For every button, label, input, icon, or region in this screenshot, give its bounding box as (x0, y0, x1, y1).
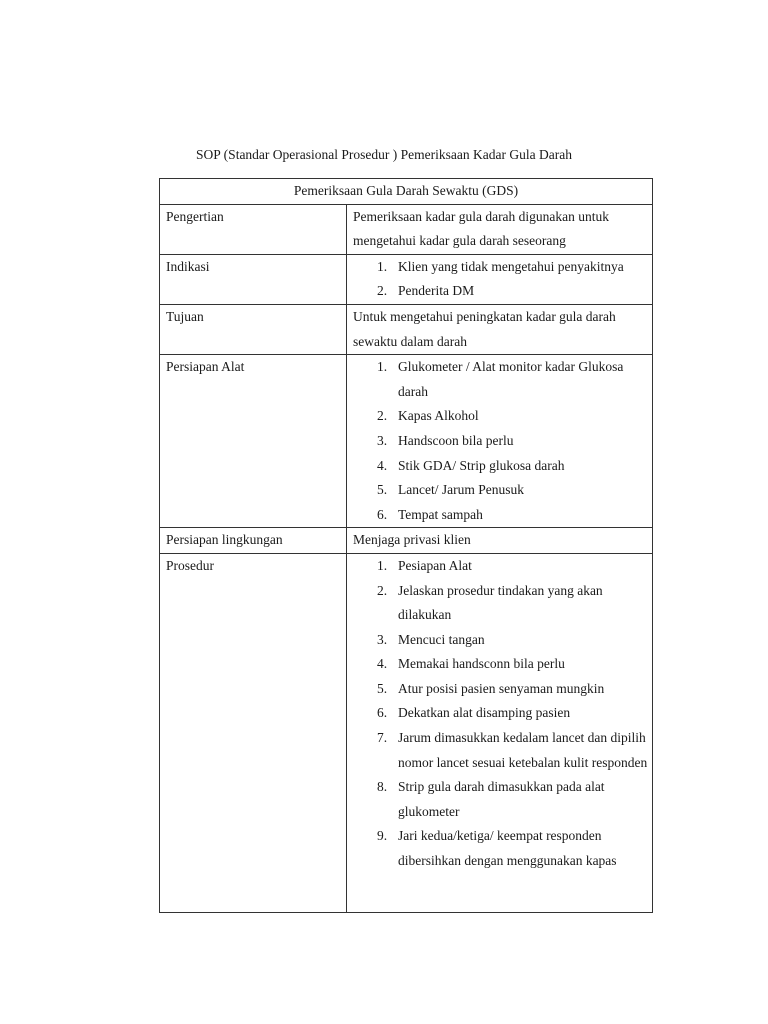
list-item-text: Stik GDA/ Strip glukosa darah (398, 457, 565, 473)
table-header: Pemeriksaan Gula Darah Sewaktu (GDS) (160, 179, 653, 205)
list-item (353, 701, 652, 726)
list-item-text: Klien yang tidak mengetahui penyakitnya (398, 258, 624, 274)
list-item-text: Kapas Alkohol (398, 408, 479, 424)
list-item-number: 4. (377, 457, 388, 473)
list-item-number: 5. (377, 680, 388, 696)
list-item (353, 824, 652, 873)
list-item-text: Mencuci tangan (398, 631, 485, 647)
list-item-number: 1. (377, 557, 388, 573)
row-prosedur (160, 553, 653, 912)
list-item-number: 4. (377, 656, 388, 672)
row-tujuan (160, 304, 653, 354)
list-item-number: 1. (377, 258, 388, 274)
table-header-row (160, 179, 653, 205)
list-item (353, 726, 652, 775)
list-item-text: Handscoon bila perlu (398, 432, 514, 448)
list-item-text: Jari kedua/ketiga/ keempat responden dibersihkan dengan menggunakan kapas (398, 828, 617, 869)
list-item (353, 652, 652, 677)
list-item (353, 279, 652, 304)
value-pengertian: Pemeriksaan kadar gula darah digunakan untuk mengetahui kadar gula darah seseorang (353, 208, 610, 249)
list-item-number: 3. (377, 432, 388, 448)
list-item-number: 2. (377, 582, 388, 598)
list-item-text: Jelaskan prosedur tindakan yang akan dilakukan (398, 582, 603, 623)
label-persiapan-alat: Persiapan Alat (160, 355, 347, 528)
list-item-text: Glukometer / Alat monitor kadar Glukosa darah (398, 359, 624, 399)
list-item-text: Dekatkan alat disamping pasien (398, 705, 571, 721)
list-item-number: 2. (377, 283, 388, 299)
row-pengertian (160, 204, 653, 254)
list-item (353, 503, 652, 528)
list-item-text: Atur posisi pasien senyaman mungkin (398, 680, 605, 696)
list-item (353, 478, 652, 503)
label-indikasi: Indikasi (160, 254, 347, 304)
list-item-number: 2. (377, 408, 388, 424)
list-item-text: Jarum dimasukkan kedalam lancet dan dipilih nomor lancet sesuai ketebalan kulit responden (398, 730, 648, 770)
list-item (353, 404, 652, 429)
list-item-text: Tempat sampah (398, 506, 483, 522)
list-item-text: Strip gula darah dimasukkan pada alat glukometer (398, 779, 605, 819)
list-item (353, 454, 652, 479)
label-prosedur: Prosedur (160, 553, 347, 912)
list-item (353, 677, 652, 702)
row-persiapan-alat (160, 355, 653, 528)
list-item (353, 579, 652, 628)
list-item-number: 9. (377, 828, 388, 844)
list-item (353, 429, 652, 454)
prosedur-list (353, 554, 652, 874)
label-tujuan: Tujuan (160, 304, 347, 354)
label-pengertian: Pengertian (160, 204, 347, 254)
indikasi-list (353, 255, 652, 304)
list-item-number: 7. (377, 730, 388, 746)
list-item (353, 554, 652, 579)
list-item-number: 3. (377, 631, 388, 647)
list-item-text: Lancet/ Jarum Penusuk (398, 482, 524, 498)
list-item-number: 8. (377, 779, 388, 795)
row-persiapan-lingkungan (160, 528, 653, 554)
label-persiapan-lingkungan: Persiapan lingkungan (160, 528, 347, 554)
list-item (353, 628, 652, 653)
list-item-number: 5. (377, 482, 388, 498)
value-persiapan-lingkungan: Menjaga privasi klien (353, 532, 471, 548)
list-item-text: Pesiapan Alat (398, 557, 472, 573)
list-item (353, 355, 652, 404)
list-item-text: Penderita DM (398, 283, 475, 299)
list-item (353, 255, 652, 280)
list-item-text: Memakai handsconn bila perlu (398, 656, 565, 672)
list-item-number: 1. (377, 359, 388, 375)
value-tujuan: Untuk mengetahui peningkatan kadar gula darah sewaktu dalam darah (353, 308, 616, 349)
list-item (353, 775, 652, 824)
document-title: SOP (Standar Operasional Prosedur ) Pemeriksaan Kadar Gula Darah (196, 147, 572, 162)
list-item-number: 6. (377, 705, 388, 721)
sop-table (159, 178, 653, 913)
list-item-number: 6. (377, 506, 388, 522)
persiapan-alat-list (353, 355, 652, 527)
row-indikasi (160, 254, 653, 304)
